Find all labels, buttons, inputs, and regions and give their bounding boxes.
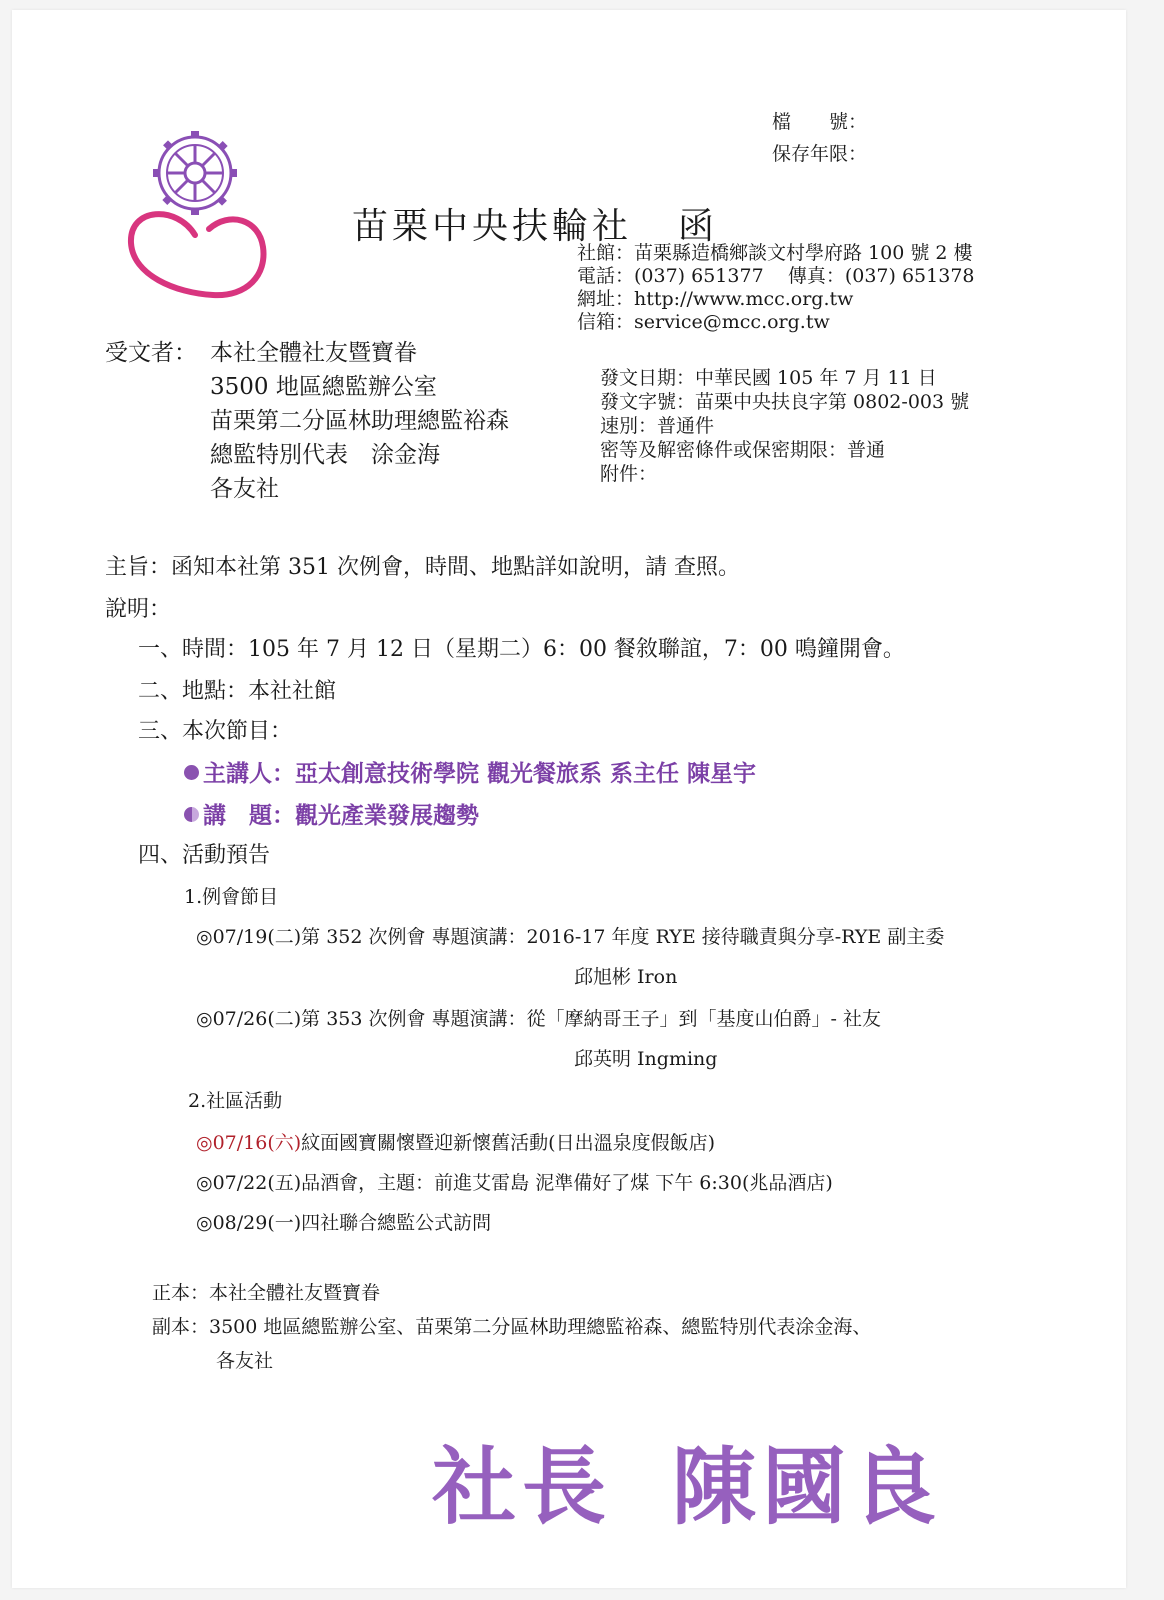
recipient-item: 3500 地區總監辦公室 bbox=[210, 374, 437, 400]
recipients-block bbox=[105, 336, 575, 516]
document-page bbox=[12, 10, 1126, 1588]
bullet-icon bbox=[184, 807, 199, 822]
explain-label: 說明： bbox=[105, 597, 172, 622]
issue-speed: 速別：普通件 bbox=[600, 415, 715, 437]
president-signature-stamp bbox=[432, 1420, 942, 1541]
rotary-heart-logo bbox=[117, 125, 277, 315]
email: 信箱：service@mcc.org.tw bbox=[577, 311, 830, 333]
issue-number: 發文字號：苗栗中央扶良字第 0802-003 號 bbox=[600, 391, 970, 413]
issue-attachment: 附件： bbox=[600, 463, 658, 485]
doc-type: 函 bbox=[678, 206, 719, 247]
file-number-label: 檔 號： bbox=[772, 111, 868, 133]
topic-text: 講 題：觀光產業發展趨勢 bbox=[203, 802, 479, 829]
meeting-352-line1: ◎07/19(二)第 352 次例會 專題演講：2016-17 年度 RYE 接待職責與分享-RYE 副主委 bbox=[196, 926, 945, 948]
issue-date: 發文日期：中華民國 105 年 7 月 11 日 bbox=[600, 367, 937, 389]
item-place: 二、地點：本社社館 bbox=[138, 679, 337, 704]
copy-recipients-line2: 各友社 bbox=[216, 1350, 274, 1372]
website: 網址：http://www.mcc.org.tw bbox=[577, 288, 854, 310]
item-program: 三、本次節目： bbox=[138, 719, 293, 744]
subject: 主旨：函知本社第 351 次例會，時間、地點詳如說明，請 查照。 bbox=[105, 555, 740, 580]
sub-meetings: 1.例會節目 bbox=[184, 886, 279, 908]
phone-fax-row bbox=[577, 265, 975, 288]
meeting-353-line2: 邱英明 Ingming bbox=[574, 1048, 718, 1070]
issue-info bbox=[600, 366, 969, 486]
org-name: 苗栗中央扶輪社 bbox=[352, 206, 633, 247]
recipient-item: 總監特別代表 涂金海 bbox=[210, 442, 440, 468]
retention-label: 保存年限： bbox=[772, 143, 868, 165]
copy-recipients-line1: 副本：3500 地區總監辦公室、苗栗第二分區林助理總監裕森、總監特別代表涂金海、 bbox=[152, 1316, 872, 1338]
meeting-352-line2: 邱旭彬 Iron bbox=[574, 966, 678, 988]
fax: 傳真：(037) 651378 bbox=[787, 265, 975, 287]
event-0716-date: ◎07/16(六) bbox=[196, 1132, 302, 1154]
phone: 電話：(037) 651377 bbox=[577, 265, 764, 287]
speaker-line bbox=[184, 755, 756, 788]
event-0722: ◎07/22(五)品酒會，主題：前進艾雷島 泥準備好了煤 下午 6:30(兆品酒店) bbox=[196, 1172, 833, 1194]
contact-block bbox=[577, 242, 975, 334]
file-meta bbox=[772, 106, 867, 170]
signature-name: 陳國良 bbox=[672, 1438, 943, 1536]
meeting-353-line1: ◎07/26(二)第 353 次例會 專題演講：從「摩納哥王子」到「基度山伯爵」- 社友 bbox=[196, 1008, 882, 1030]
issue-secrecy: 密等及解密條件或保密期限：普通 bbox=[600, 439, 886, 461]
sub-community: 2.社區活動 bbox=[188, 1090, 283, 1112]
item-time: 一、時間：105 年 7 月 12 日（星期二）6：00 餐敘聯誼，7：00 鳴鐘開會。 bbox=[138, 637, 905, 662]
recipient-item: 本社全體社友暨寶眷 bbox=[210, 340, 417, 366]
event-0716 bbox=[196, 1128, 715, 1155]
event-0716-text: 紋面國寶關懷暨迎新懷舊活動(日出溫泉度假飯店) bbox=[301, 1132, 715, 1154]
recipient-item: 各友社 bbox=[210, 476, 279, 502]
address: 社館：苗栗縣造橋鄉談文村學府路 100 號 2 樓 bbox=[577, 242, 973, 264]
speaker-text: 主講人：亞太創意技術學院 觀光餐旅系 系主任 陳星宇 bbox=[203, 760, 757, 787]
recipients-list bbox=[210, 336, 509, 506]
topic-line bbox=[184, 797, 479, 830]
bullet-icon bbox=[184, 765, 199, 780]
recipient-item: 苗栗第二分區林助理總監裕森 bbox=[210, 408, 509, 434]
item-preview: 四、活動預告 bbox=[138, 843, 271, 868]
original-recipients: 正本：本社全體社友暨寶眷 bbox=[152, 1282, 381, 1304]
event-0829: ◎08/29(一)四社聯合總監公式訪問 bbox=[196, 1212, 492, 1234]
signature-title: 社長 bbox=[432, 1438, 613, 1536]
recipients-label: 受文者： bbox=[105, 340, 197, 366]
